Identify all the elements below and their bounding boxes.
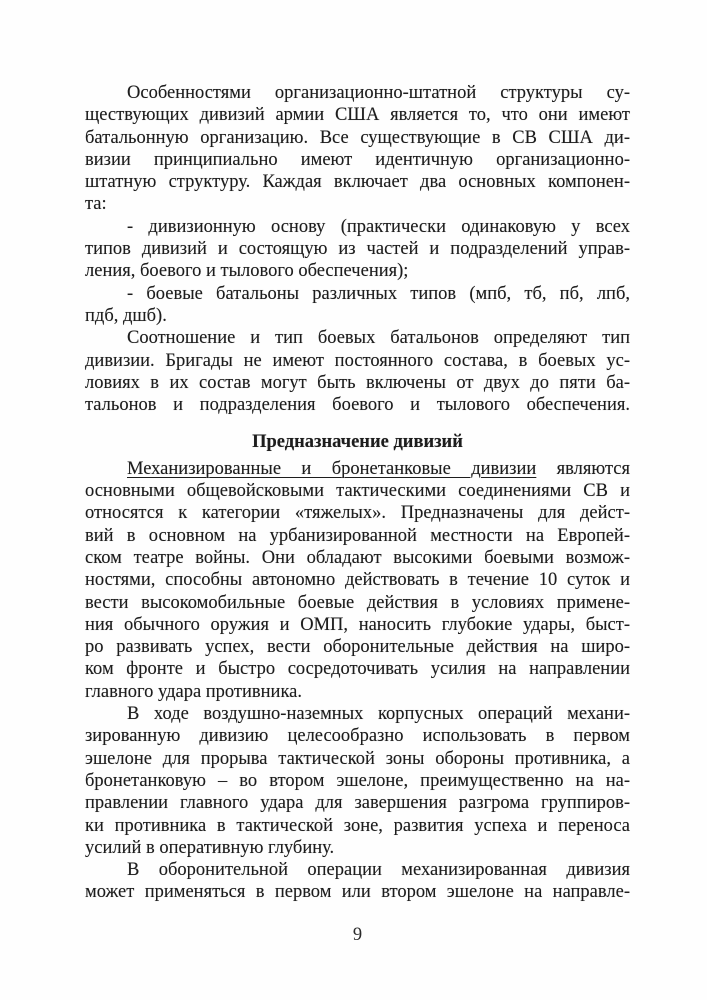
- text-line: штатную структуру. Каждая включает два основных компонен-: [85, 172, 630, 193]
- text-line: В ходе воздушно-наземных корпусных операций механи-: [127, 704, 630, 725]
- paragraph: [85, 859, 630, 904]
- paragraph: [85, 458, 630, 703]
- text-line: батальонную организацию. Все существующие в СВ США ди-: [85, 127, 630, 148]
- text-line: вести высокомобильные боевые действия в условиях примене-: [85, 592, 630, 613]
- page-number: 9: [352, 925, 363, 945]
- text-column: [85, 82, 630, 904]
- text-line: усилий в оперативную глубину.: [85, 837, 335, 858]
- paragraph-list-item: [85, 283, 630, 328]
- text-line: вий в основном на урбанизированной местности на Европей-: [85, 525, 630, 546]
- text-line: - боевые батальоны различных типов (мпб, тб, пб, лпб,: [127, 283, 630, 304]
- text-line: ществующих дивизий армии США является то, что они имеют: [85, 105, 630, 126]
- text-line: основными общевойсковыми тактическими соединениями СВ и: [85, 481, 630, 502]
- text-line: ском театре войны. Они обладают высокими боевыми возмож-: [85, 547, 630, 568]
- paragraph-list-item: [85, 216, 630, 283]
- text-line: типов дивизий и состоящую из частей и подразделений управ-: [85, 239, 630, 260]
- text-line: визии принципиально имеют идентичную организационно-: [85, 149, 630, 170]
- text-line: Особенностями организационно-штатной структуры су-: [127, 83, 630, 103]
- text-line-rest: являются: [536, 458, 630, 479]
- paragraph: [85, 703, 630, 859]
- text-line: ро развивать успех, вести оборонительные действия на широ-: [85, 637, 630, 658]
- text-line: ления, боевого и тылового обеспечения);: [85, 261, 409, 282]
- underlined-phrase: Механизированные и бронетанковые дивизии: [127, 458, 537, 479]
- text-line: Соотношение и тип боевых батальонов определяют тип: [127, 328, 630, 349]
- text-line: дивизии. Бригады не имеют постоянного состава, в боевых ус-: [85, 350, 630, 371]
- text-line: ния обычного оружия и ОМП, наносить глубокие удары, быст-: [85, 614, 630, 635]
- text-line: бронетанковую – во втором эшелоне, преимущественно на на-: [85, 770, 630, 791]
- text-line: ловиях в их состав могут быть включены от двух до пяти ба-: [85, 372, 630, 393]
- paragraph: [85, 327, 630, 416]
- text-line: - дивизионную основу (практически одинаковую у всех: [127, 216, 630, 237]
- text-line: эшелоне для прорыва тактической зоны обороны противника, а: [85, 748, 630, 769]
- paragraph: [85, 82, 630, 216]
- text-line: [85, 458, 630, 480]
- text-line: В оборонительной операции механизированная дивизия: [127, 860, 630, 881]
- text-line: главного удара противника.: [85, 681, 302, 702]
- text-line: правлении главного удара для завершения разгрома группиров-: [85, 793, 630, 814]
- text-line: может применяться в первом или втором эшелоне на направле-: [85, 882, 630, 903]
- text-line: относятся к категории «тяжелых». Предназначены для дейст-: [85, 503, 630, 524]
- text-line: тальонов и подразделения боевого и тылового обеспечения.: [85, 395, 630, 416]
- text-line: та:: [85, 194, 107, 215]
- text-line: пдб, дшб).: [85, 305, 167, 326]
- text-line: зированную дивизию целесообразно использовать в первом: [85, 726, 630, 747]
- text-line: ком фронте и быстро сосредоточивать усилия на направлении: [85, 659, 630, 680]
- section-heading: Предназначение дивизий: [252, 432, 463, 453]
- text-line: ностями, способны автономно действовать в течение 10 суток и: [85, 570, 630, 591]
- text-line: ки противника в тактической зоне, развития успеха и переноса: [85, 815, 630, 836]
